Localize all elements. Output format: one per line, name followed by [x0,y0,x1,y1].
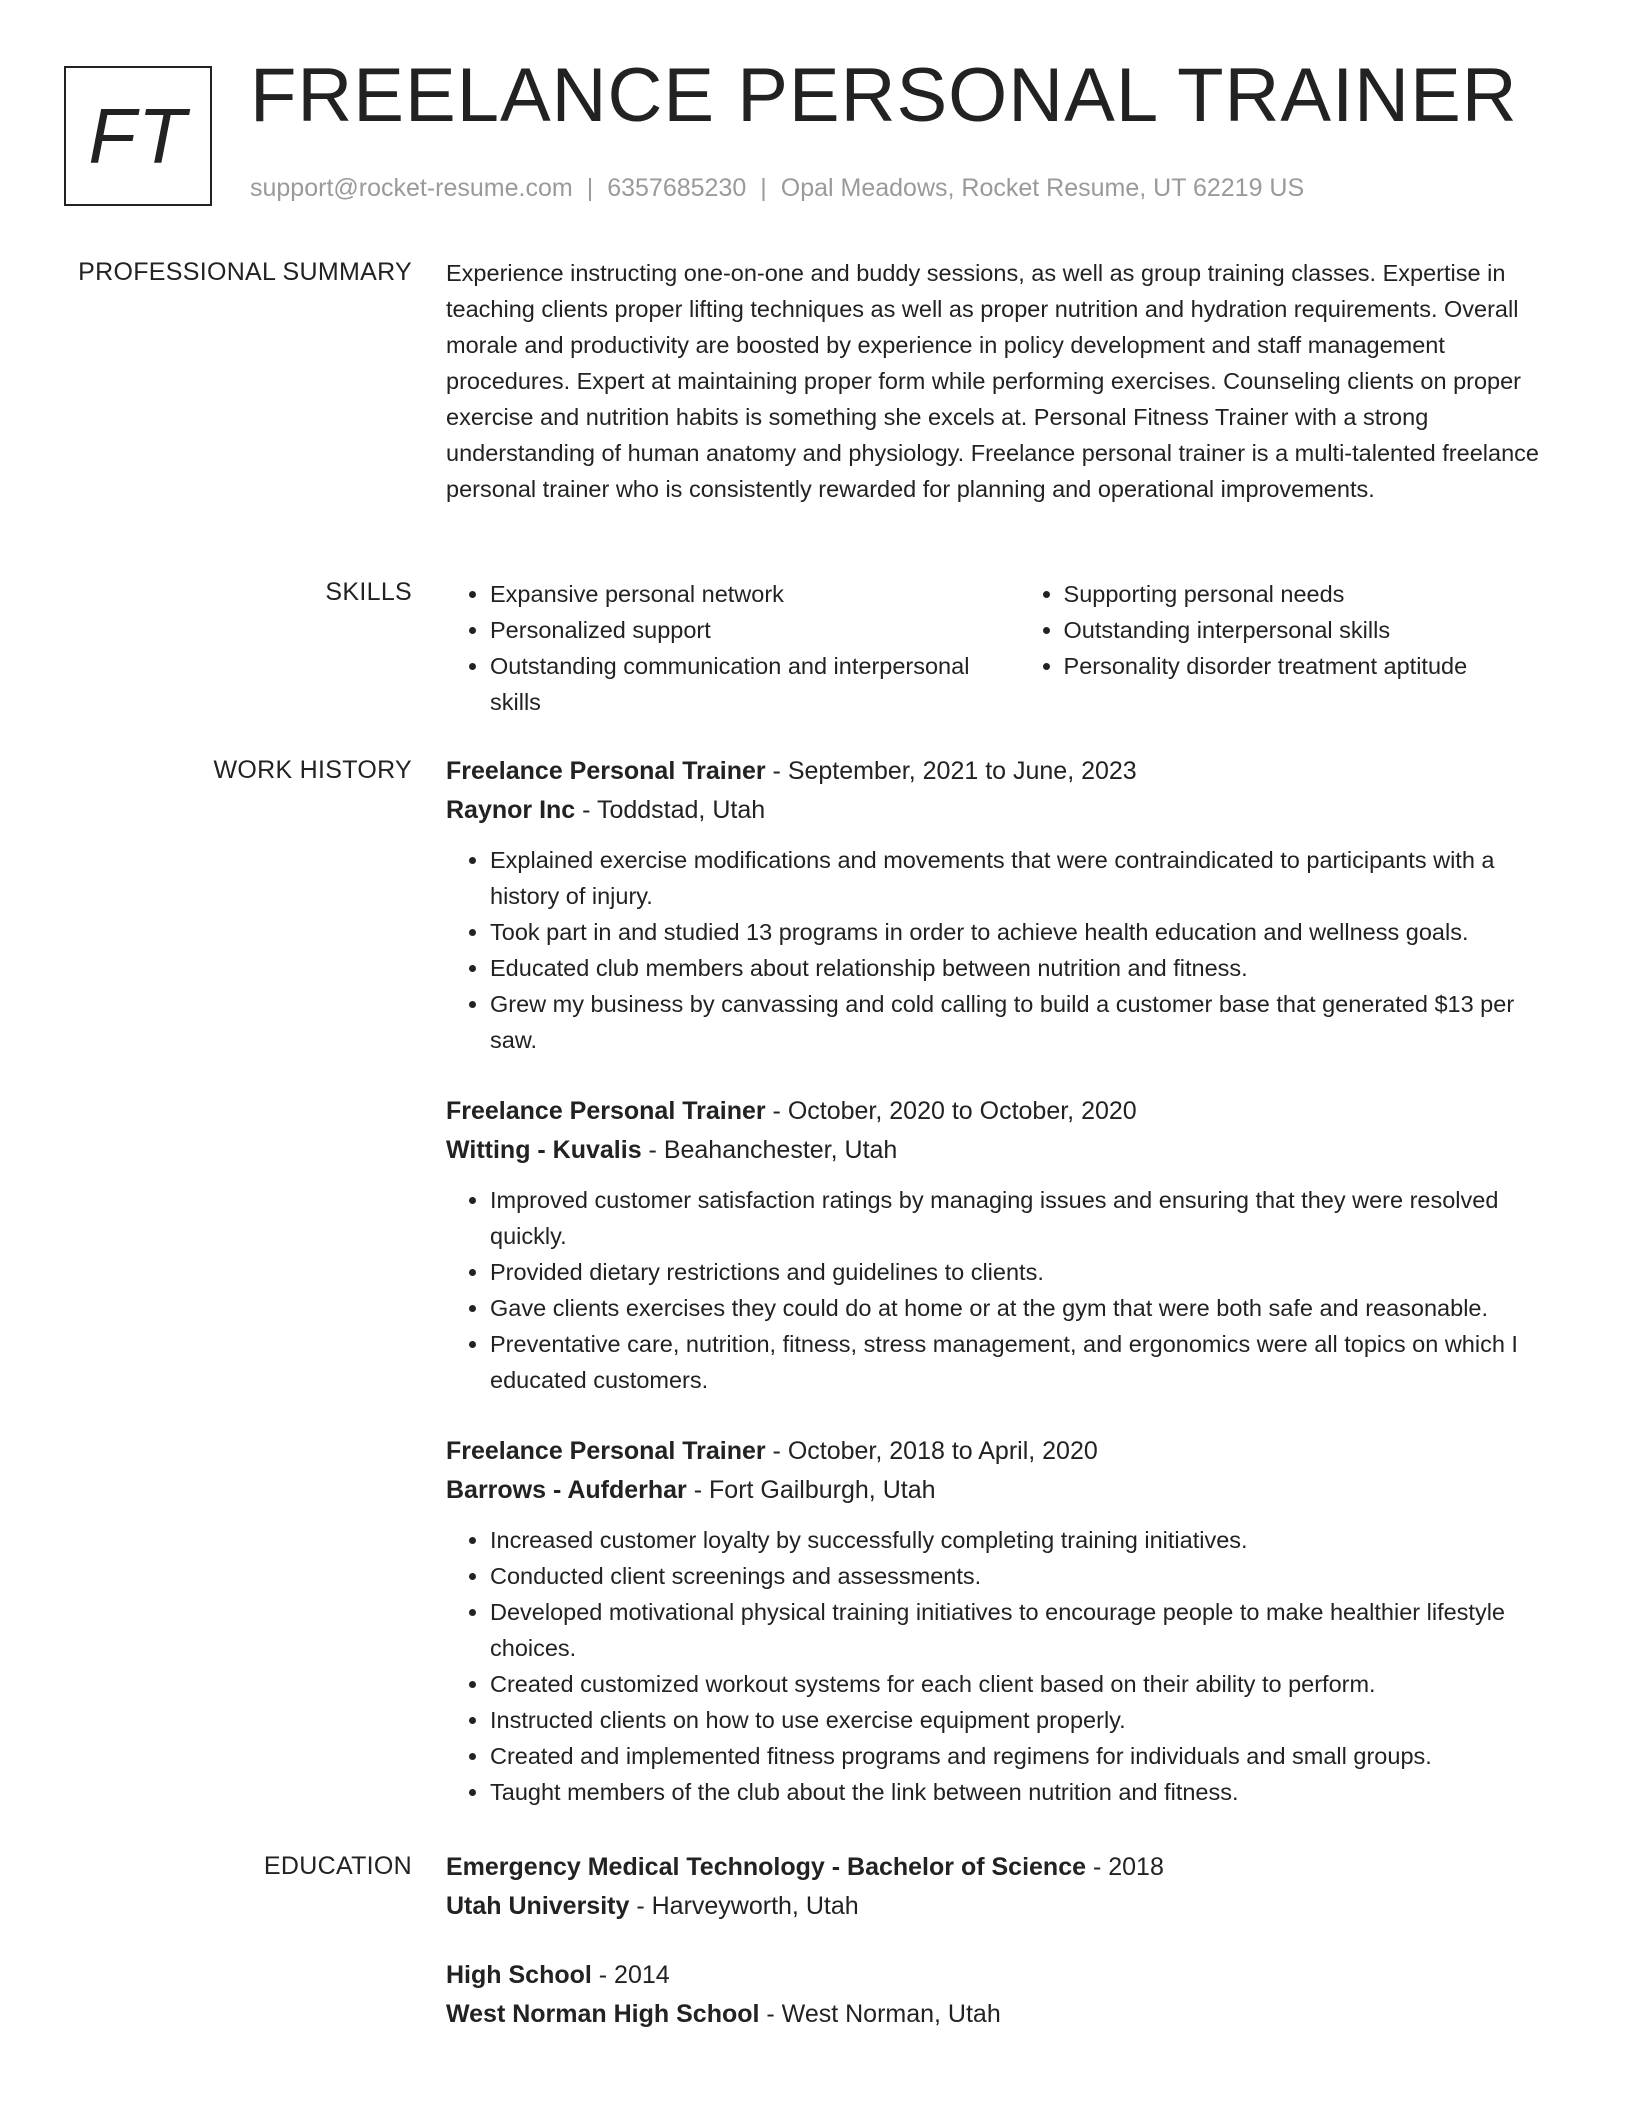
work-body [446,752,1566,1844]
resume-title: FREELANCE PERSONAL TRAINER [250,53,1518,138]
dash: - [759,2000,782,2028]
monogram-box [64,66,212,206]
job-bullet: • Gave clients exercises they could do at home or at the gym that were both safe and reasonable. [490,1290,1566,1326]
job-title: Freelance Personal Trainer [446,1097,766,1125]
skill-item: • Expansive personal network [490,576,1020,612]
dash: - [686,1476,710,1504]
job-title-line [446,1432,1566,1470]
job-location: Beahanchester, Utah [663,1136,898,1164]
school-location: West Norman, Utah [781,2000,1001,2028]
dash: - [765,757,788,785]
job-bullets [446,1522,1566,1810]
contact-separator: | [760,174,767,202]
monogram-initials: FT [88,91,188,180]
degree-line [446,1956,1566,1994]
contact-address: Opal Meadows, Rocket Resume, UT 62219 US [780,174,1305,202]
contact-phone: 6357685230 [607,174,747,202]
job-bullet: • Created customized workout systems for each client based on their ability to perform. [490,1666,1566,1702]
skill-item: • Outstanding interpersonal skills [1064,612,1566,648]
dash: - [591,1961,615,1989]
degree-year: 2018 [1108,1853,1164,1881]
job-entry [446,1432,1566,1810]
skill-item: • Personality disorder treatment aptitude [1064,648,1566,684]
school: Utah University [446,1892,630,1920]
dash: - [641,1136,664,1164]
school-line [446,1994,1566,2034]
job-bullet: • Developed motivational physical training initiatives to encourage people to make healthier lifestyle choices. [490,1594,1566,1666]
job-title: Freelance Personal Trainer [446,757,766,785]
job-bullet: • Provided dietary restrictions and guidelines to clients. [490,1254,1566,1290]
contact-separator: | [586,174,594,202]
job-dates: September, 2021 to June, 2023 [787,757,1137,785]
job-dates: October, 2020 to October, 2020 [787,1097,1137,1125]
dash: - [765,1097,788,1125]
school-line [446,1886,1566,1926]
summary-text: Experience instructing one-on-one and buddy sessions, as well as group training classes. Expertise in teaching clients proper lifting techniques as well as proper nutrition and hydration requirements. Overall morale and productivity are boosted by experience in policy development and staff management procedures. Expert at maintaining proper form while performing exercises. Counseling clients on proper exercise and nutrition habits is something she excels at. Personal Fitness Trainer with a strong understanding of human anatomy and physiology. Freelance personal trainer is a multi-talented freelance personal trainer who is consistently rewarded for planning and operational improvements. [446,260,1539,502]
dash: - [629,1892,652,1920]
job-bullet: • Created and implemented fitness programs and regimens for individuals and small groups. [490,1738,1566,1774]
job-bullet: • Increased customer loyalty by successfully completing training initiatives. [490,1522,1566,1558]
dash: - [575,796,597,824]
job-entry [446,752,1566,1058]
job-bullet: • Grew my business by canvassing and cold calling to build a customer base that generated $13 per saw. [490,986,1566,1058]
job-bullets [446,842,1566,1058]
job-dates: October, 2018 to April, 2020 [787,1437,1098,1465]
job-company-line [446,790,1566,830]
degree-line [446,1848,1566,1886]
job-bullets [446,1182,1566,1398]
school-location: Harveyworth, Utah [651,1892,859,1920]
job-company: Raynor Inc [446,796,576,824]
job-title-line [446,752,1566,790]
skills-list-left [446,576,1020,720]
school: West Norman High School [446,2000,760,2028]
job-location: Toddstad, Utah [596,796,766,824]
education-entry [446,1848,1566,1926]
job-location: Fort Gailburgh, Utah [709,1476,936,1504]
job-bullet: • Explained exercise modifications and movements that were contraindicated to participants with a history of injury. [490,842,1566,914]
section-label-work: WORK HISTORY [213,756,412,784]
job-bullet: • Instructed clients on how to use exercise equipment properly. [490,1702,1566,1738]
job-company: Witting - Kuvalis [446,1136,642,1164]
dash: - [765,1437,788,1465]
degree: High School [446,1961,592,1989]
job-entry [446,1092,1566,1398]
skill-item: • Personalized support [490,612,1020,648]
skills-list-right [1020,576,1566,720]
job-bullet: • Took part in and studied 13 programs in order to achieve health education and wellness goals. [490,914,1566,950]
job-bullet: • Educated club members about relationship between nutrition and fitness. [490,950,1566,986]
job-title-line [446,1092,1566,1130]
contact-line [250,174,1304,203]
job-bullet: • Improved customer satisfaction ratings by managing issues and ensuring that they were resolved quickly. [490,1182,1566,1254]
section-label-summary: PROFESSIONAL SUMMARY [78,258,412,286]
education-body [446,1848,1566,2064]
section-label-skills: SKILLS [325,578,412,606]
degree: Emergency Medical Technology - Bachelor of Science [446,1853,1087,1881]
job-bullet: • Conducted client screenings and assessments. [490,1558,1566,1594]
job-title: Freelance Personal Trainer [446,1437,766,1465]
skills-grid [446,576,1566,720]
summary-body [446,255,1566,507]
skills-body [446,576,1566,720]
job-bullet: • Preventative care, nutrition, fitness, stress management, and ergonomics were all topics on which I educated customers. [490,1326,1566,1398]
skill-item: • Outstanding communication and interpersonal skills [490,648,1020,720]
education-entry [446,1956,1566,2034]
job-company-line [446,1470,1566,1510]
section-label-education: EDUCATION [263,1852,412,1880]
contact-email: support@rocket-resume.com [250,174,573,202]
job-company-line [446,1130,1566,1170]
job-company: Barrows - Aufderhar [446,1476,687,1504]
skill-item: • Supporting personal needs [1064,576,1566,612]
job-bullet: • Taught members of the club about the link between nutrition and fitness. [490,1774,1566,1810]
degree-year: 2014 [614,1961,670,1989]
dash: - [1086,1853,1109,1881]
